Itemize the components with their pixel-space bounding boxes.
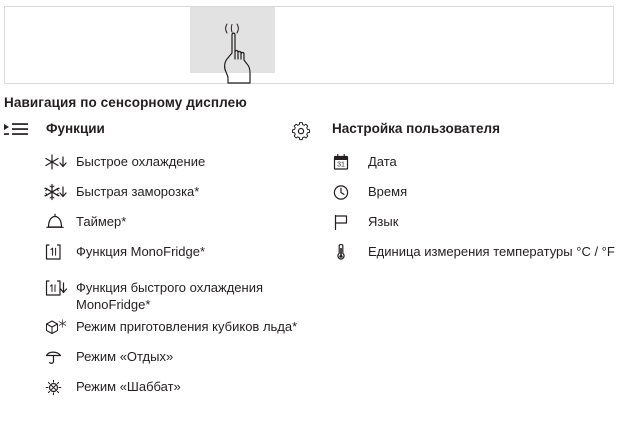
flag-icon <box>332 212 358 234</box>
user-settings-column-header <box>290 120 620 144</box>
page-title: Навигация по сенсорному дисплею <box>4 95 247 110</box>
functions-column-label: Функции <box>46 121 105 136</box>
list-item-label: Функция быстрого охлаждения MonoFridge* <box>76 280 264 312</box>
user-settings-column-label: Настройка пользователя <box>332 121 500 136</box>
list-menu-icon <box>4 120 30 140</box>
list-item-label: Язык <box>368 214 399 229</box>
timer-bell-icon <box>44 212 70 234</box>
list-item-label: Быстрое охлаждение <box>76 154 206 169</box>
functions-column <box>4 120 304 407</box>
fast-freeze-icon <box>44 182 70 204</box>
calendar-icon <box>332 152 358 174</box>
list-item <box>290 242 620 268</box>
list-item <box>290 152 620 178</box>
list-item-label: Таймер* <box>76 214 127 229</box>
list-item-label: Режим «Шаббат» <box>76 379 181 394</box>
list-item-label: Единица измерения температуры °C / °F <box>368 244 615 259</box>
list-item-label: Функция MonoFridge* <box>76 244 206 259</box>
list-item <box>290 182 620 208</box>
list-item <box>4 212 304 238</box>
hand-touch-icon <box>201 19 271 85</box>
functions-column-header <box>4 120 304 144</box>
thermometer-icon <box>332 242 358 264</box>
gear-icon <box>290 120 316 140</box>
list-item-label: Режим «Отдых» <box>76 349 174 364</box>
list-item-label: Быстрая заморозка* <box>76 184 200 199</box>
list-item-label: Режим приготовления кубиков льда* <box>76 319 298 334</box>
list-item <box>4 182 304 208</box>
fast-cool-icon <box>44 152 70 174</box>
illustration-banner <box>4 6 614 84</box>
list-item <box>4 347 304 373</box>
list-item <box>4 278 304 313</box>
holiday-icon <box>44 347 70 369</box>
user-settings-column <box>290 120 620 272</box>
sabbath-icon <box>44 377 70 399</box>
list-item <box>4 152 304 178</box>
clock-icon <box>332 182 358 204</box>
list-item <box>4 317 304 343</box>
monofridge-fastcool-icon <box>44 278 70 300</box>
list-item <box>4 242 304 268</box>
list-item-label: Дата <box>368 154 397 169</box>
ice-cube-icon <box>44 317 70 339</box>
list-item-label: Время <box>368 184 408 199</box>
list-item <box>4 377 304 403</box>
list-item <box>290 212 620 238</box>
monofridge-icon <box>44 242 70 264</box>
svg-text:31: 31 <box>337 161 345 169</box>
